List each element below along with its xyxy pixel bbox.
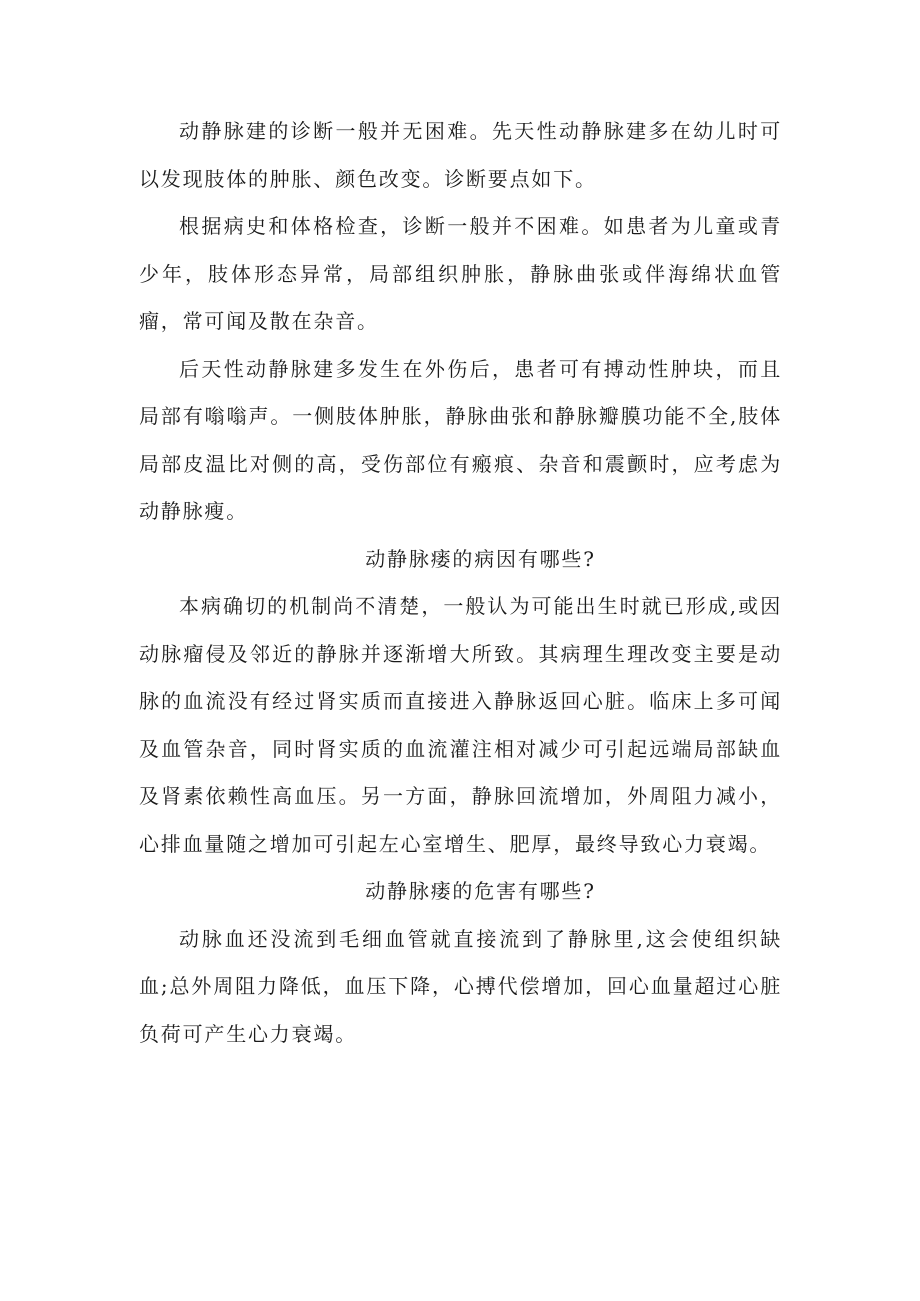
paragraph-acquired: 后天性动静脉建多发生在外伤后，患者可有搏动性肿块，而且局部有嗡嗡声。一侧肢体肿胀，静脉曲张和静脉瓣膜功能不全,肢体局部皮温比对侧的高，受伤部位有瘢痕、杂音和震颤时，应考虑为动静脉瘦。 [139, 356, 782, 523]
paragraph-history-exam: 根据病史和体格检查，诊断一般并不困难。如患者为儿童或青少年，肢体形态异常，局部组织肿胀，静脉曲张或伴海绵状血管瘤，常可闻及散在杂音。 [139, 214, 782, 333]
paragraph-harms: 动脉血还没流到毛细血管就直接流到了静脉里,这会使组织缺血;总外周阻力降低，血压下降，心搏代偿增加，回心血量超过心脏负荷可产生心力衰竭。 [139, 926, 782, 1046]
document-page [139, 108, 782, 1058]
heading-causes: 动静脉瘘的病因有哪些? [365, 546, 596, 571]
heading-harms: 动静脉瘘的危害有哪些? [365, 879, 596, 903]
paragraph-diagnosis: 动静脉建的诊断一般并无困难。先天性动静脉建多在幼儿时可以发现肢体的肿胀、颜色改变。诊断要点如下。 [139, 119, 782, 191]
paragraph-causes: 本病确切的机制尚不清楚，一般认为可能出生时就已形成,或因动脉瘤侵及邻近的静脉并逐渐增大所致。其病理生理改变主要是动脉的血流没有经过肾实质而直接进入静脉返回心脏。临床上多可闻及血管杂音，同时肾实质的血流灌注相对减少可引起远端局部缺血及肾素依赖性高血压。另一方面，静脉回流增加，外周阻力减小，心排血量随之增加可引起左心室增生、肥厚，最终导致心力衰竭。 [139, 594, 782, 856]
